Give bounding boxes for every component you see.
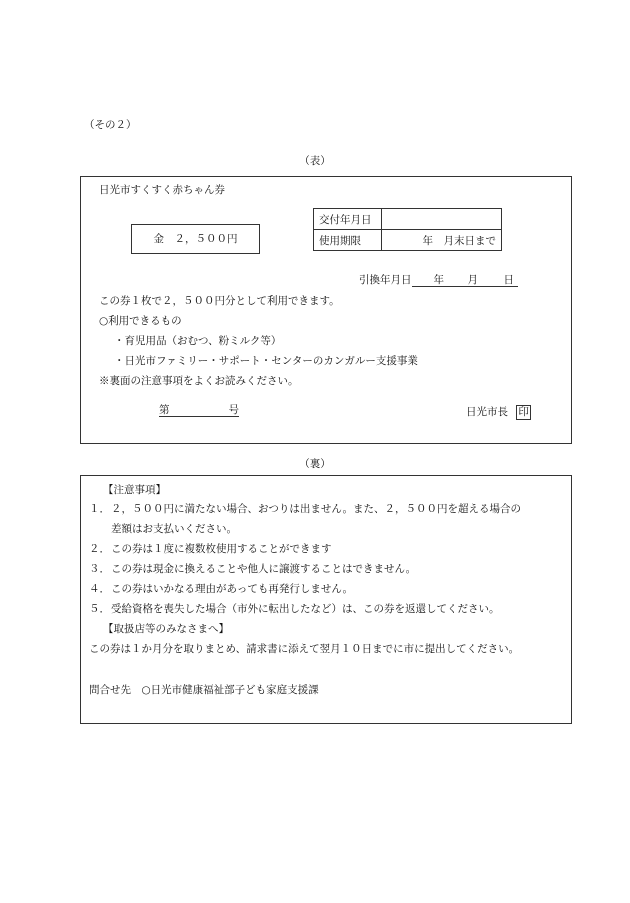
- exchange-month: 月: [467, 274, 478, 286]
- seal-mark: 印: [518, 406, 529, 418]
- note-2-num: ２．: [89, 543, 110, 555]
- voucher-title: 日光市すくすく赤ちゃん券: [99, 184, 225, 196]
- exchange-date-line: [412, 275, 518, 287]
- serial-prefix: 第: [159, 404, 170, 416]
- exchange-day: 日: [503, 274, 514, 286]
- back-label: （裏）: [299, 458, 331, 470]
- note-2-text: この券は１度に複数枚使用することができます: [111, 543, 332, 555]
- validity-value: 年 月末日まで: [382, 230, 502, 251]
- note-3-num: ３．: [89, 563, 110, 575]
- usage-line: この券１枚で２，５００円分として利用できます。: [99, 295, 340, 307]
- note-5-text: 受給資格を喪失した場合（市外に転出したなど）は、この券を返還してください。: [111, 603, 500, 615]
- front-label: （表）: [299, 155, 331, 167]
- usable-item-1: ・育児用品（おむつ、粉ミルク等）: [114, 335, 282, 347]
- validity-label: 使用期限: [314, 230, 382, 251]
- stores-text: この券は１か月分を取りまとめ、請求書に添えて翌月１０日までに市に提出してください。: [89, 643, 520, 655]
- notes-heading: 【注意事項】: [103, 484, 166, 496]
- serial-number-line: [159, 405, 239, 417]
- issue-date-value: [382, 209, 502, 230]
- read-back-note: ※裏面の注意事項をよくお読みください。: [99, 375, 299, 387]
- amount-box: [131, 224, 260, 254]
- serial-suffix: 号: [228, 404, 239, 416]
- note-4-text: この券はいかなる理由があっても再発行しません。: [111, 583, 354, 595]
- note-3-text: この券は現金に換えることや他人に譲渡することはできません。: [111, 563, 417, 575]
- exchange-date: [359, 275, 518, 287]
- serial-number: [159, 405, 239, 417]
- mayor-signature: [466, 405, 531, 420]
- issue-info-table: [313, 208, 502, 251]
- mayor-label: 日光市長: [466, 406, 508, 418]
- stores-heading: 【取扱店等のみなさまへ】: [103, 623, 229, 635]
- usable-heading: ○利用できるもの: [99, 315, 182, 327]
- note-1-text: ２，５００円に満たない場合、おつりは出ません。また、２，５００円を超える場合の: [111, 503, 522, 515]
- issue-date-label: 交付年月日: [314, 209, 382, 230]
- contact-line: 問合せ先 ○日光市健康福祉部子ども家庭支援課: [89, 684, 319, 696]
- usable-item-2: ・日光市ファミリー・サポート・センターのカンガルー支援事業: [114, 355, 418, 367]
- amount-text: 金 ２，５００円: [153, 233, 238, 245]
- note-1-cont: 差額はお支払いください。: [111, 523, 237, 535]
- note-5-num: ５．: [89, 603, 110, 615]
- part-label: （その２）: [84, 119, 137, 131]
- exchange-year: 年: [433, 274, 444, 286]
- note-4-num: ４．: [89, 583, 110, 595]
- note-1-num: １．: [89, 503, 110, 515]
- exchange-date-label: 引換年月日: [359, 274, 412, 286]
